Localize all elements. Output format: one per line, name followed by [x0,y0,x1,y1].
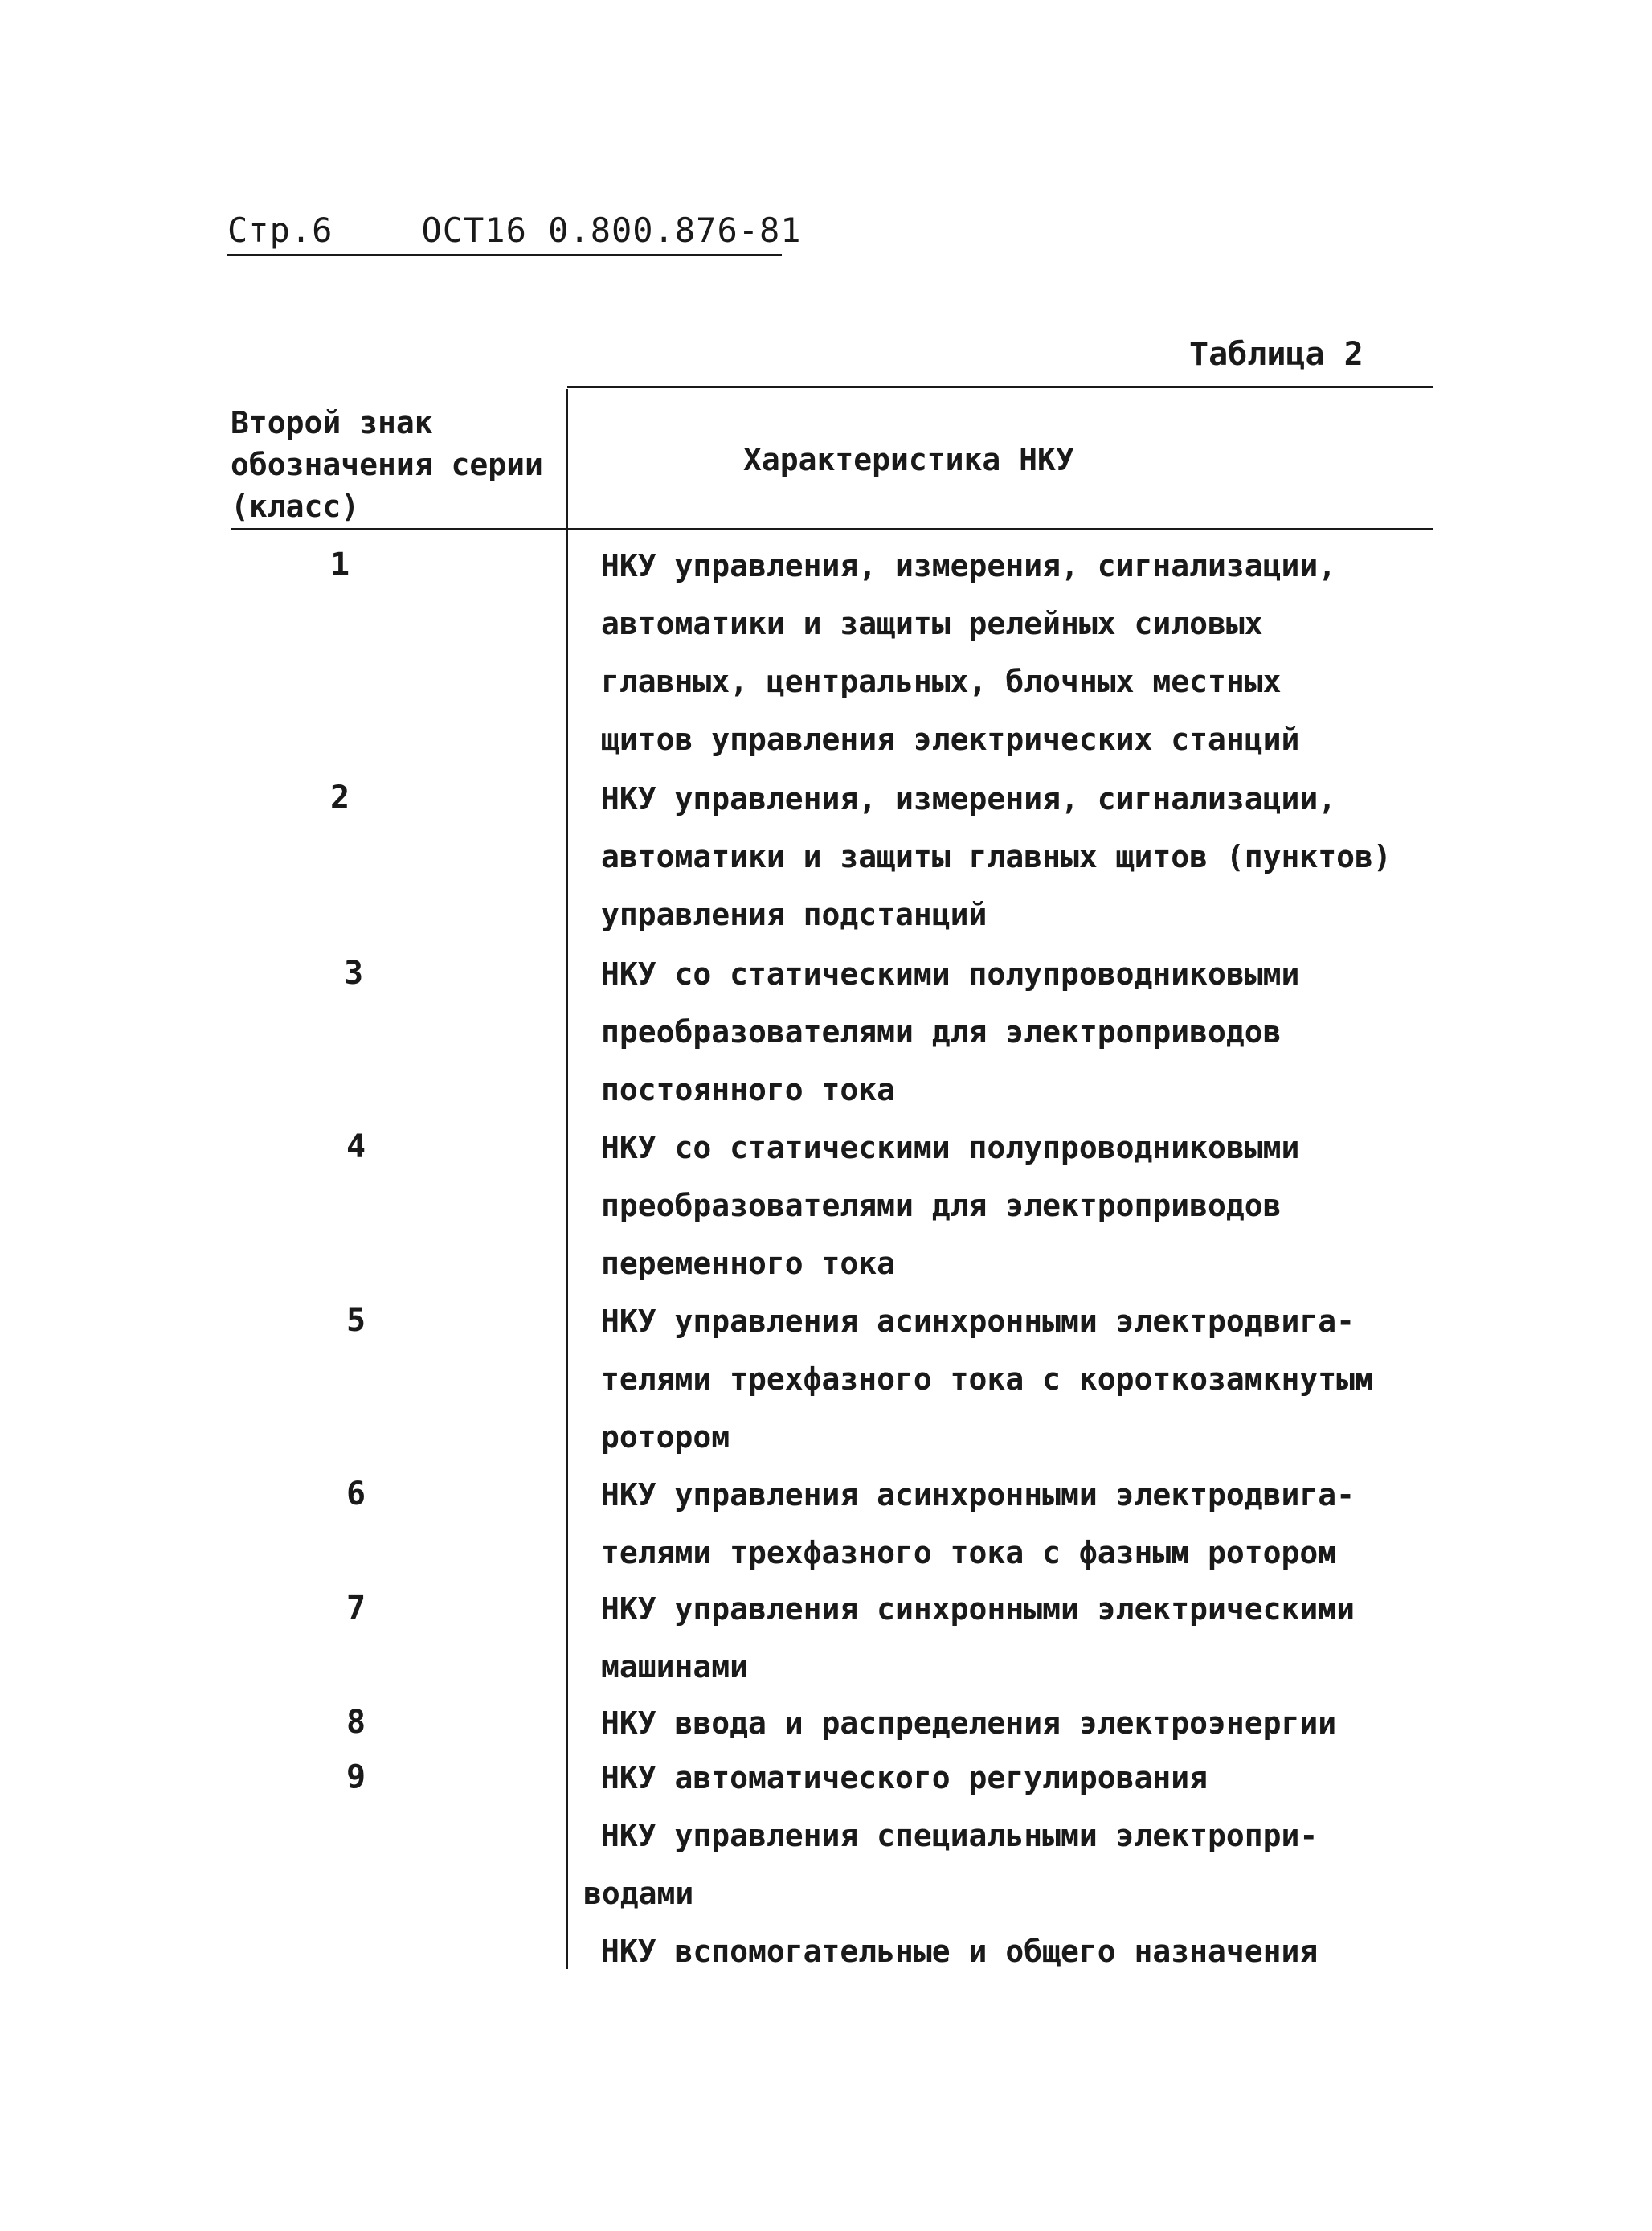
row-text-line: переменного тока [601,1246,896,1281]
row-text-line: автоматики и защиты релейных силовых [601,606,1263,641]
row-text-line: ротором [601,1419,730,1455]
row-text-line: преобразователями для электроприводов [601,1188,1282,1223]
row-number: 9 [346,1758,366,1795]
row-text-line: НКУ управления, измерения, сигнализации, [601,781,1337,817]
row-number: 1 [329,546,350,583]
table-header-rule [231,528,1433,530]
row-text-line: НКУ управления специальными электропри- [601,1818,1319,1853]
column-header-class [231,402,552,527]
row-number: 7 [346,1590,366,1627]
row-text-line: постоянного тока [601,1072,896,1107]
row-text-line: НКУ со статическими полупроводниковыми [601,1130,1300,1165]
row-text-line: преобразователями для электроприводов [601,1014,1282,1050]
row-text-line: автоматики и защиты главных щитов (пунктов) [601,839,1392,874]
row-text-line: НКУ со статическими полупроводниковыми [601,956,1300,992]
table-column-divider [566,389,568,1969]
row-text-line: НКУ вспомогательные и общего назначения [601,1934,1319,1969]
row-text-line: водами [583,1876,694,1911]
table-caption: Таблица 2 [1189,336,1364,373]
row-number: 3 [343,955,364,992]
row-text-line: управления подстанций [601,897,988,932]
row-text-line: НКУ управления, измерения, сигнализации, [601,548,1337,583]
row-text-line: НКУ управления синхронными электрическими [601,1591,1355,1627]
row-text-line: щитов управления электрических станций [601,722,1300,757]
row-number: 4 [346,1128,366,1165]
row-text-line: телями трехфазного тока с короткозамкнутым [601,1361,1373,1397]
row-text-line: главных, центральных, блочных местных [601,664,1282,699]
row-number: 8 [346,1704,366,1741]
row-text-line: НКУ управления асинхронными электродвига- [601,1304,1355,1339]
header-underline [227,254,782,256]
row-text-line: НКУ ввода и распределения электроэнергии [601,1705,1337,1741]
page-header [227,211,802,250]
column-header-line: Второй знак [231,405,433,440]
row-text-line: телями трехфазного тока с фазным ротором [601,1535,1337,1570]
page-number: Стр.6 [227,211,333,250]
row-number: 6 [346,1476,366,1513]
row-text-line: НКУ автоматического регулирования [601,1760,1208,1795]
row-number: 2 [329,780,350,817]
row-text-line: машинами [601,1649,749,1685]
column-header-characteristic: Характеристика НКУ [743,442,1074,477]
document-code: ОСТ16 0.800.876-81 [421,211,802,250]
column-header-line: (класс) [231,489,360,524]
row-text-line: НКУ управления асинхронными электродвига- [601,1477,1355,1513]
row-number: 5 [346,1302,366,1339]
table-top-rule [567,386,1433,388]
column-header-line: обозначения серии [231,447,543,482]
